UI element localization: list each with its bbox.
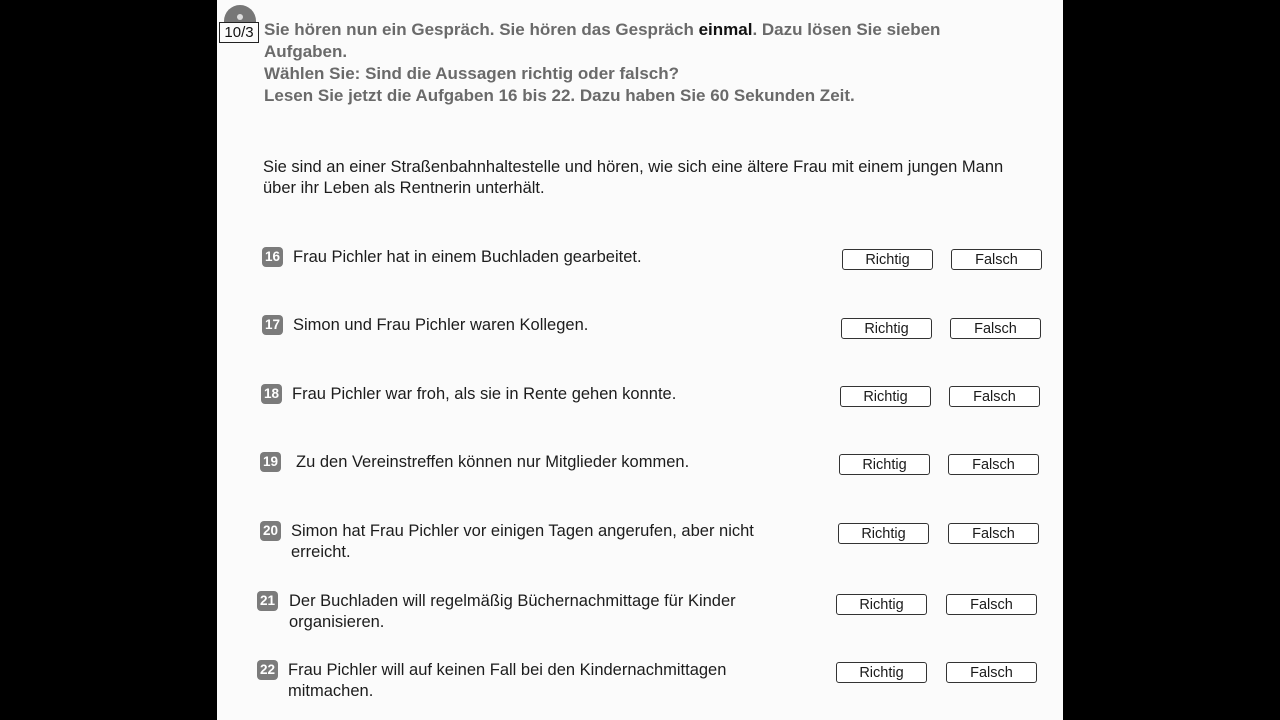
task-number: 20 (260, 521, 281, 541)
richtig-button[interactable]: Richtig (841, 318, 932, 339)
richtig-button[interactable]: Richtig (842, 249, 933, 270)
task-statement: Simon und Frau Pichler waren Kollegen. (293, 316, 589, 334)
task-item (217, 384, 1063, 430)
instruction-part2: . Dazu lösen Sie sieben Aufgaben. (264, 20, 941, 61)
task-item (217, 247, 1063, 293)
richtig-button[interactable]: Richtig (840, 386, 931, 407)
task-item (217, 452, 1063, 498)
task-number: 16 (262, 247, 283, 267)
task-statement: Der Buchladen will regelmäßig Büchernachmittage für Kinder organisieren. (289, 592, 736, 631)
track-number: 10/3 (219, 22, 259, 43)
falsch-button[interactable]: Falsch (948, 523, 1039, 544)
task-number: 19 (260, 452, 281, 472)
worksheet-page (217, 0, 1063, 720)
falsch-button[interactable]: Falsch (949, 386, 1040, 407)
task-statement: Frau Pichler will auf keinen Fall bei den Kindernachmittagen mitmachen. (288, 661, 727, 700)
situation-description: Sie sind an einer Straßenbahnhaltestelle und hören, wie sich eine ältere Frau mit einem jungen Mann über ihr Leben als Rentnerin unterhält. (263, 158, 1004, 197)
task-statement: Frau Pichler hat in einem Buchladen gearbeitet. (293, 248, 642, 266)
falsch-button[interactable]: Falsch (948, 454, 1039, 475)
task-number: 21 (257, 591, 278, 611)
instruction-line3: Lesen Sie jetzt die Aufgaben 16 bis 22. Dazu haben Sie 60 Sekunden Zeit. (264, 86, 855, 105)
richtig-button[interactable]: Richtig (839, 454, 930, 475)
task-number: 22 (257, 660, 278, 680)
instruction-line2: Wählen Sie: Sind die Aussagen richtig oder falsch? (264, 64, 679, 83)
task-item (217, 521, 1063, 567)
task-statement: Simon hat Frau Pichler vor einigen Tagen angerufen, aber nicht erreicht. (291, 522, 754, 561)
task-number: 17 (262, 315, 283, 335)
task-item (217, 591, 1063, 637)
falsch-button[interactable]: Falsch (946, 594, 1037, 615)
falsch-button[interactable]: Falsch (946, 662, 1037, 683)
audio-track-badge (219, 5, 263, 39)
task-statement: Frau Pichler war froh, als sie in Rente gehen konnte. (292, 385, 677, 403)
task-instructions (264, 19, 1004, 107)
task-item (217, 315, 1063, 361)
instruction-part1: Sie hören nun ein Gespräch. Sie hören das Gespräch (264, 20, 699, 39)
task-number: 18 (261, 384, 282, 404)
instruction-emphasis: einmal (698, 20, 753, 39)
task-item (217, 660, 1063, 706)
falsch-button[interactable]: Falsch (950, 318, 1041, 339)
richtig-button[interactable]: Richtig (838, 523, 929, 544)
task-statement: Zu den Vereinstreffen können nur Mitglieder kommen. (296, 453, 690, 471)
richtig-button[interactable]: Richtig (836, 662, 927, 683)
richtig-button[interactable]: Richtig (836, 594, 927, 615)
falsch-button[interactable]: Falsch (951, 249, 1042, 270)
